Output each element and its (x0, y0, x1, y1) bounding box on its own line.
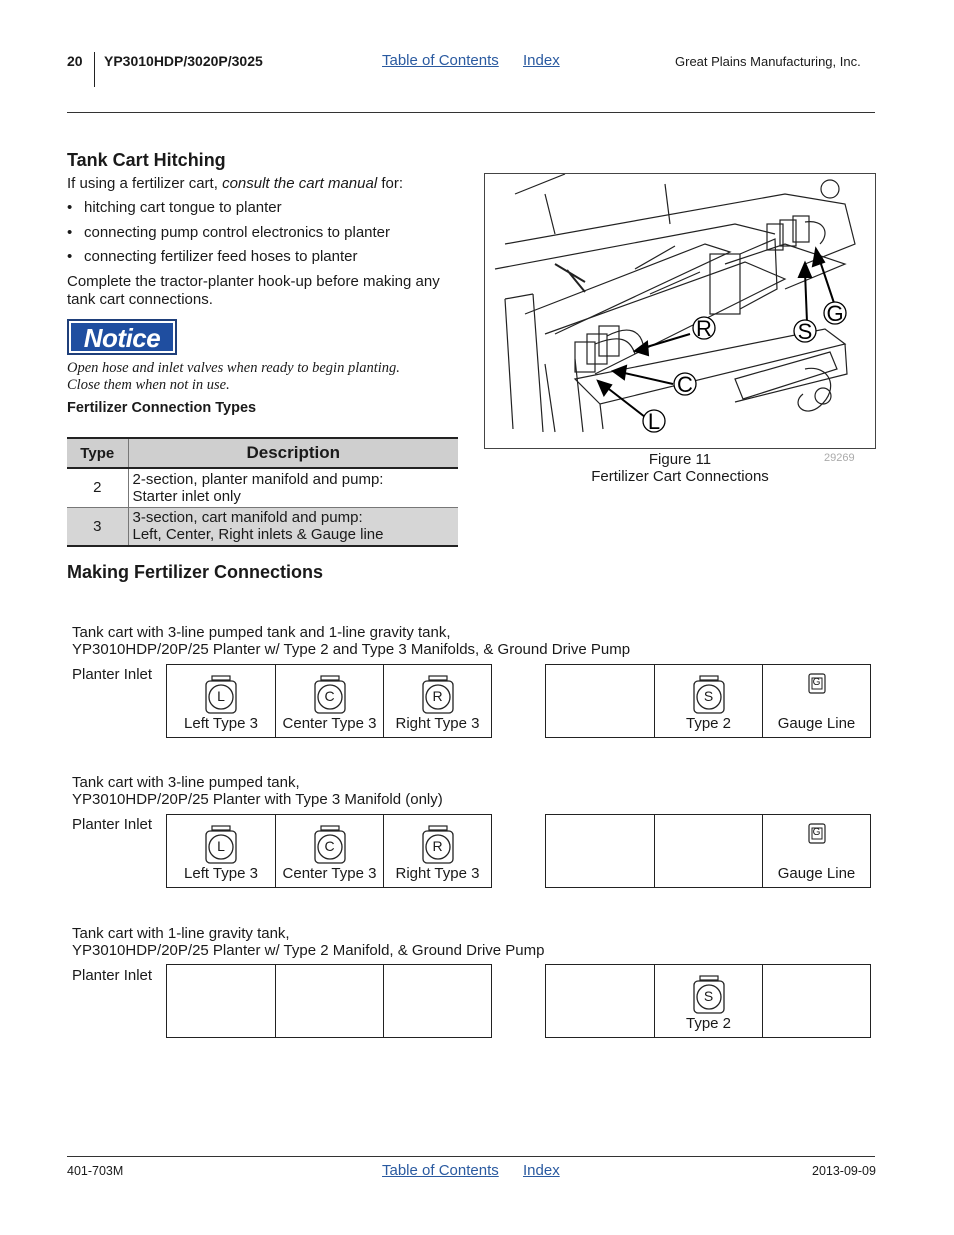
coupler-letter: R (432, 688, 443, 704)
inlet-cell (762, 665, 870, 737)
header-divider (94, 52, 95, 87)
scenario-description: Tank cart with 3-line pumped tank, YP3010HDP/20P/25 Planter with Type 3 Manifold (only) (72, 774, 443, 808)
notice-label: Notice (71, 323, 173, 351)
model-title: YP3010HDP/3020P/3025 (104, 53, 263, 69)
footer-rule (67, 1156, 875, 1157)
coupler-letter: G (812, 827, 821, 838)
scenario-description: Tank cart with 3-line pumped tank and 1-line gravity tank, YP3010HDP/20P/25 Planter w/ Type 2 and Type 3 Manifolds, & Ground Drive Pump (72, 624, 631, 658)
planter-inlet-grid (166, 814, 492, 888)
callout-s: S (797, 319, 813, 344)
inlet-cell (546, 665, 654, 737)
column-header-description: Description (128, 438, 458, 468)
inlet-caption: Right Type 3 (395, 715, 480, 732)
publish-date: 2013-09-09 (812, 1164, 876, 1178)
cart-connections-illustration (485, 174, 876, 449)
coupler-letter: R (432, 838, 443, 854)
inlet-caption: Right Type 3 (395, 865, 480, 882)
callout-g: G (826, 301, 844, 326)
coupler-letter: L (217, 688, 225, 704)
inlet-cell (383, 965, 491, 1037)
doc-number: 401-703M (67, 1164, 124, 1178)
type-cell: 3 (67, 507, 128, 546)
inlet-cell (383, 665, 491, 737)
coupler-letter: S (703, 688, 714, 704)
list-item: • connecting pump control electronics to planter (67, 224, 390, 249)
inlet-cell (383, 815, 491, 887)
table-header-row (67, 438, 458, 468)
hitching-intro: If using a fertilizer cart, consult the cart manual for: (67, 175, 403, 192)
cart-inlet-grid (545, 664, 871, 738)
planter-inlet-label: Planter Inlet (72, 666, 153, 683)
company-name: Great Plains Manufacturing, Inc. (675, 54, 861, 69)
planter-inlet-grid (166, 964, 492, 1038)
cart-inlet-grid (545, 814, 871, 888)
notice-badge (67, 319, 177, 355)
inlet-caption: Type 2 (685, 715, 732, 732)
section-title-hitching: Tank Cart Hitching (67, 150, 226, 170)
table-row (67, 507, 458, 546)
page-number: 20 (67, 53, 83, 69)
inlet-cell (167, 965, 275, 1037)
cart-inlet-grid (545, 964, 871, 1038)
inlet-caption: Left Type 3 (184, 865, 258, 882)
figure-id: 29269 (824, 452, 855, 464)
coupler-letter: C (324, 688, 335, 704)
coupler-letter: C (324, 838, 335, 854)
list-item: • hitching cart tongue to planter (67, 199, 390, 224)
connection-types-title: Fertilizer Connection Types (67, 400, 257, 416)
inlet-caption: Type 2 (685, 1015, 732, 1032)
callout-r: R (696, 316, 712, 341)
inlet-caption: Gauge Line (777, 865, 856, 882)
hitching-bullet-list (67, 199, 390, 273)
cart-manual-emphasis: consult the cart manual (222, 175, 378, 192)
inlet-cell (167, 815, 275, 887)
footer-index-link[interactable]: Index (523, 1162, 560, 1179)
inlet-caption: Gauge Line (777, 715, 856, 732)
planter-inlet-label: Planter Inlet (72, 967, 153, 984)
figure-number-caption: Figure 11 (648, 451, 712, 468)
planter-inlet-label: Planter Inlet (72, 816, 153, 833)
coupler-letter: G (812, 677, 821, 688)
scenario-description: Tank cart with 1-line gravity tank, YP3010HDP/20P/25 Planter w/ Type 2 Manifold, & Ground Drive Pump (72, 925, 545, 959)
figure-caption: Fertilizer Cart Connections (591, 468, 769, 485)
inlet-cell (167, 665, 275, 737)
type-cell: 2 (67, 468, 128, 507)
hookup-paragraph: Complete the tractor-planter hook-up before making any tank cart connections. (67, 273, 440, 308)
description-cell: 2-section, planter manifold and pump: Starter inlet only (132, 470, 384, 505)
inlet-cell (654, 815, 762, 887)
section-title-making-connections: Making Fertilizer Connections (67, 562, 324, 582)
inlet-cell (762, 815, 870, 887)
connection-types-table (67, 437, 458, 547)
inlet-caption: Center Type 3 (282, 715, 377, 732)
header-toc-link[interactable]: Table of Contents (382, 52, 499, 69)
header-index-link[interactable]: Index (523, 52, 560, 69)
column-header-type: Type (67, 438, 128, 468)
inlet-caption: Center Type 3 (282, 865, 377, 882)
description-cell: 3-section, cart manifold and pump: Left, Center, Right inlets & Gauge line (128, 507, 458, 546)
coupler-letter: S (703, 988, 714, 1004)
inlet-cell (762, 965, 870, 1037)
table-row (67, 468, 458, 507)
header-rule (67, 112, 875, 113)
inlet-cell (546, 815, 654, 887)
inlet-cell (654, 665, 762, 737)
fertilizer-cart-figure (484, 173, 876, 449)
inlet-cell (275, 965, 383, 1037)
inlet-cell (275, 815, 383, 887)
callout-c: C (677, 372, 693, 397)
inlet-cell (546, 965, 654, 1037)
inlet-caption: Left Type 3 (184, 715, 258, 732)
notice-text: Open hose and inlet valves when ready to begin planting. Close them when not in use. (67, 360, 400, 393)
coupler-letter: L (217, 838, 225, 854)
list-item: • connecting fertilizer feed hoses to planter (67, 248, 390, 273)
callout-l: L (647, 409, 661, 434)
inlet-cell (654, 965, 762, 1037)
planter-inlet-grid (166, 664, 492, 738)
footer-toc-link[interactable]: Table of Contents (382, 1162, 499, 1179)
inlet-cell (275, 665, 383, 737)
